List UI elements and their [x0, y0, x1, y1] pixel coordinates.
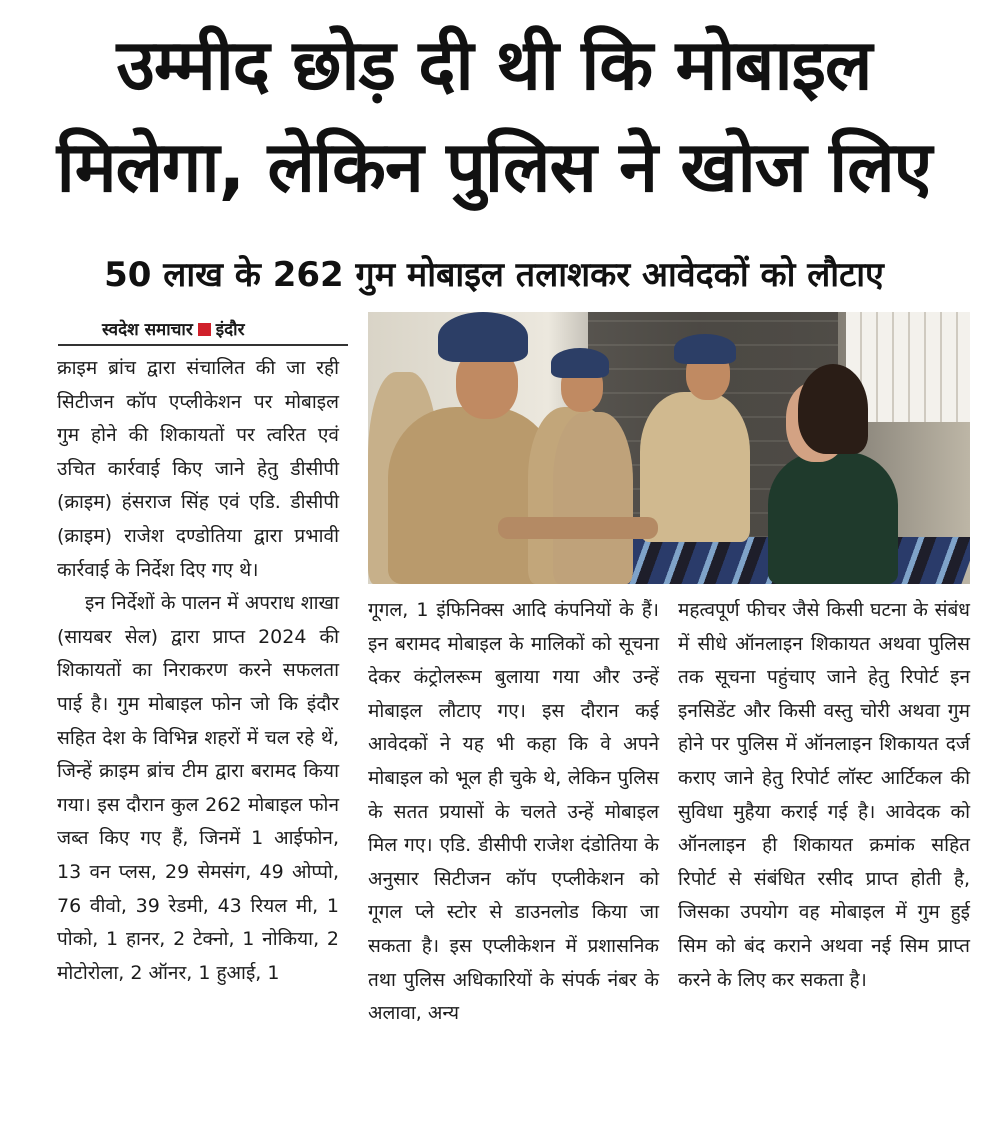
subheadline: 50 लाख के 262 गुम मोबाइल तलाशकर आवेदकों को लौटाए — [104, 255, 884, 295]
paragraph-2: इन निर्देशों के पालन में अपराध शाखा (सायबर सेल) द्वारा प्राप्त 2024 की शिकायतों का निराकरण करने सफलता पाई है। गुम मोबाइल फोन जो कि इंदौर सहित देश के विभिन्न शहरों में चल रहे थें, जिन्हें क्राइम ब्रांच टीम द्वारा बरामद किया गया। इस दौरान कुल 262 मोबाइल फोन जब्त किए गए हैं, जिनमें 1 आईफोन, 13 वन प्लस, 29 सेमसंग, 49 ओप्पो, 76 वीवो, 39 रेडमी, 43 रियल मी, 1 पोको, 1 हानर, 2 टेक्नो, 1 नोकिया, 2 मोटोरोला, 2 ऑनर, 1 हुआई, 1 — [57, 592, 339, 984]
headline-line-1: उम्मीद छोड़ दी थी कि मोबाइल — [116, 24, 872, 106]
photo-cap — [551, 348, 609, 378]
byline-marker-icon — [198, 323, 211, 336]
paragraph-3: गूगल, 1 इंफिनिक्स आदि कंपनियों के हैं। इन बरामद मोबाइल के मालिकों को सूचना देकर कंट्रोलरूम बुलाया गया और उन्हें मोबाइल लौटाए गए। इस दौरान कई आवेदकों ने यह भी कहा कि वे अपने मोबाइल को भूल ही चुके थे, लेकिन पुलिस के सतत प्रयासों के चलते उन्हें मोबाइल मिल गए। एडि. डीसीपी राजेश दंडोतिया के अनुसार सिटीजन कॉप एप्लीकेशन को गूगल प्ले स्टोर से डाउनलोड किया जा सकता है। इस एप्लीकेशन में प्रशासनिक तथा पुलिस अधिकारियों के संपर्क नंबर के अलावा, अन्य — [368, 599, 659, 1025]
article-column-3 — [678, 594, 970, 997]
photo-hair — [798, 364, 868, 454]
article-column-2 — [368, 594, 659, 1031]
byline — [58, 314, 348, 346]
photo-figure — [553, 412, 633, 584]
byline-source: स्वदेश समाचार — [102, 320, 193, 340]
photo-cap — [674, 334, 736, 364]
article-column-1 — [57, 352, 339, 990]
photo-hands — [498, 517, 658, 539]
paragraph-1: क्राइम ब्रांच द्वारा संचालित की जा रही सिटीजन कॉप एप्लीकेशन पर मोबाइल गुम होने की शिकायतों पर त्वरित एवं उचित कार्रवाई किए जाने हेतु डीसीपी (क्राइम) हंसराज सिंह एवं एडि. डीसीपी (क्राइम) राजेश दण्डोतिया द्वारा प्रभावी कार्रवाई के निर्देश दिए गए थे। — [57, 357, 339, 581]
headline-line-2: मिलेगा, लेकिन पुलिस ने खोज लिए — [56, 126, 932, 208]
news-photo — [368, 312, 970, 584]
byline-city: इंदौर — [215, 320, 245, 340]
photo-figure — [768, 452, 898, 584]
photo-cap — [438, 312, 528, 362]
paragraph-4: महत्वपूर्ण फीचर जैसे किसी घटना के संबंध में सीधे ऑनलाइन शिकायत अथवा पुलिस तक सूचना पहुंचाए जाने हेतु रिपोर्ट इन इनसिडेंट और किसी वस्तु चोरी अथवा गुम होने पर पुलिस में ऑनलाइन शिकायत दर्ज कराए जाने हेतु रिपोर्ट लॉस्ट आर्टिकल की सुविधा मुहैया कराई गई है। आवेदक को ऑनलाइन ही शिकायत क्रमांक सहित रिपोर्ट से संबंधित रसीद प्राप्त होती है, जिसका उपयोग वह मोबाइल में गुम हुई सिम को बंद कराने अथवा नई सिम प्राप्त करने के लिए कर सकता है। — [678, 599, 970, 991]
photo-figure — [640, 392, 750, 542]
headline — [0, 14, 988, 218]
